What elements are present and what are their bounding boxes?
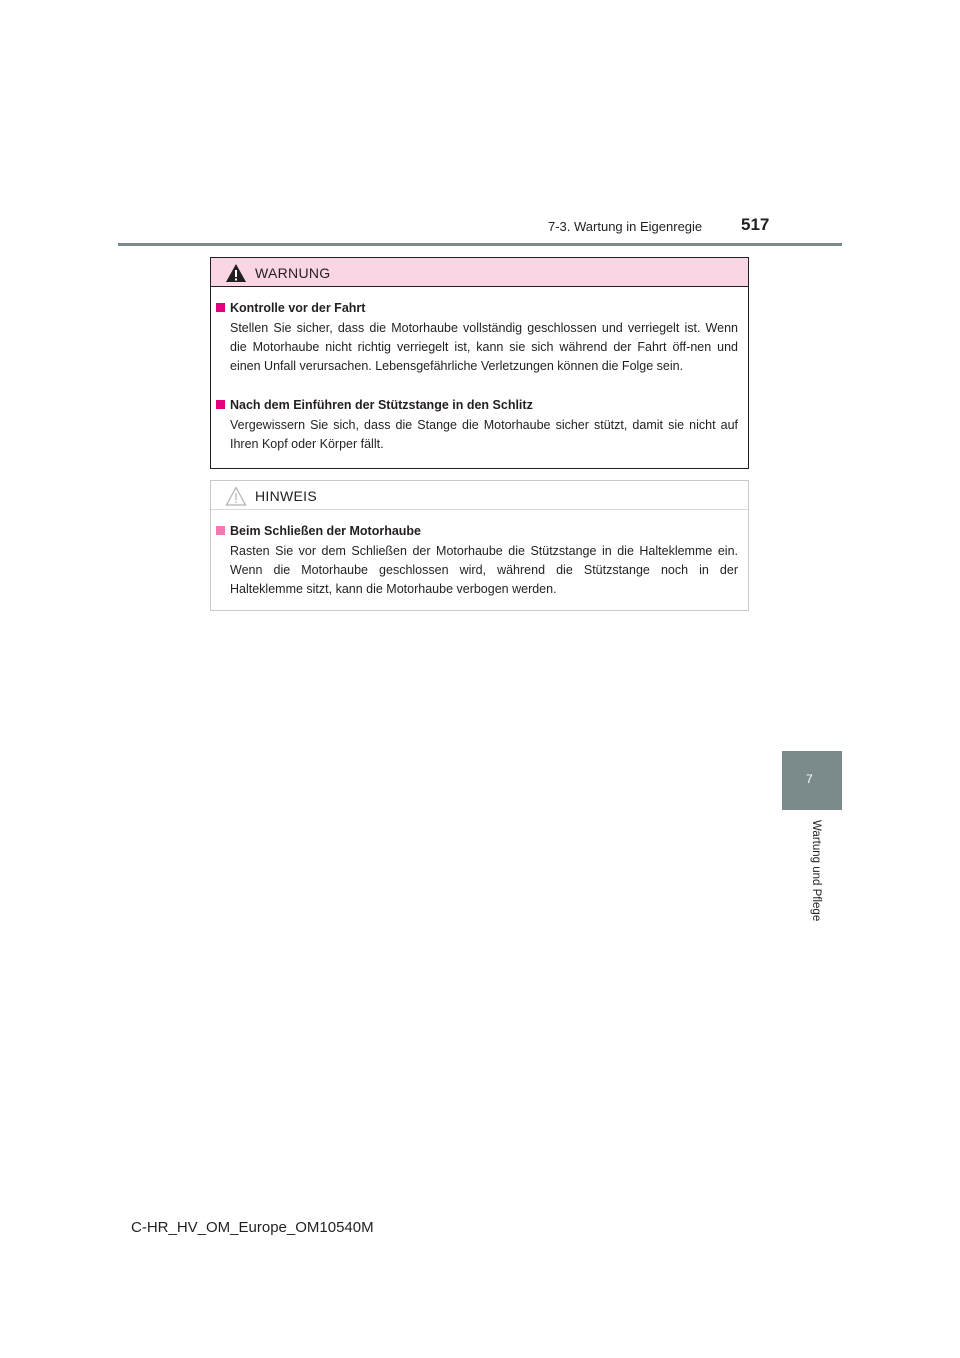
warning-item-body: Vergewissern Sie sich, dass die Stange die Motorhaube sicher stützt, damit sie nicht auf Ihren Kopf oder Körper fällt. bbox=[230, 418, 738, 451]
notice-item bbox=[216, 523, 738, 599]
warning-title: WARNUNG bbox=[255, 265, 331, 281]
notice-title: HINWEIS bbox=[255, 488, 317, 504]
warning-box bbox=[210, 257, 749, 469]
warning-item-body: Stellen Sie sicher, dass die Motorhaube vollständig geschlossen und verriegelt ist. Wenn die Motorhaube nicht richtig verriegelt ist, kann sie sich während der Fahrt öff-nen und einen Unfall verursachen. Lebensgefährliche Verletzungen können die Folge sein. bbox=[230, 321, 738, 373]
warning-item-heading: Nach dem Einführen der Stützstange in den Schlitz bbox=[216, 397, 738, 413]
caution-outline-triangle-icon bbox=[225, 486, 247, 506]
notice-item-body: Rasten Sie vor dem Schließen der Motorhaube die Stützstange in die Halteklemme ein. Wenn die Motorhaube geschlossen wird, während die Stützstange noch in der Halteklemme sitzt, kann die Motorhaube verbogen werden. bbox=[230, 544, 738, 596]
notice-box-header bbox=[211, 481, 748, 510]
notice-item-heading: Beim Schließen der Motorhaube bbox=[216, 523, 738, 539]
section-title: 7-3. Wartung in Eigenregie bbox=[548, 219, 703, 234]
bullet-square-icon bbox=[216, 400, 225, 409]
warning-item bbox=[216, 300, 738, 376]
warning-box-header bbox=[211, 258, 748, 287]
warning-triangle-icon bbox=[225, 263, 247, 283]
chapter-tab bbox=[782, 751, 842, 810]
document-id: C-HR_HV_OM_Europe_OM10540M bbox=[131, 1219, 374, 1236]
chapter-title: Wartung und Pflege bbox=[810, 820, 822, 922]
chapter-number: 7 bbox=[806, 772, 813, 786]
bullet-square-icon bbox=[216, 526, 225, 535]
notice-box bbox=[210, 480, 749, 611]
bullet-square-icon bbox=[216, 303, 225, 312]
header-divider bbox=[118, 243, 842, 246]
warning-item bbox=[216, 397, 738, 454]
warning-item-heading: Kontrolle vor der Fahrt bbox=[216, 300, 738, 316]
page-number: 517 bbox=[741, 215, 770, 234]
